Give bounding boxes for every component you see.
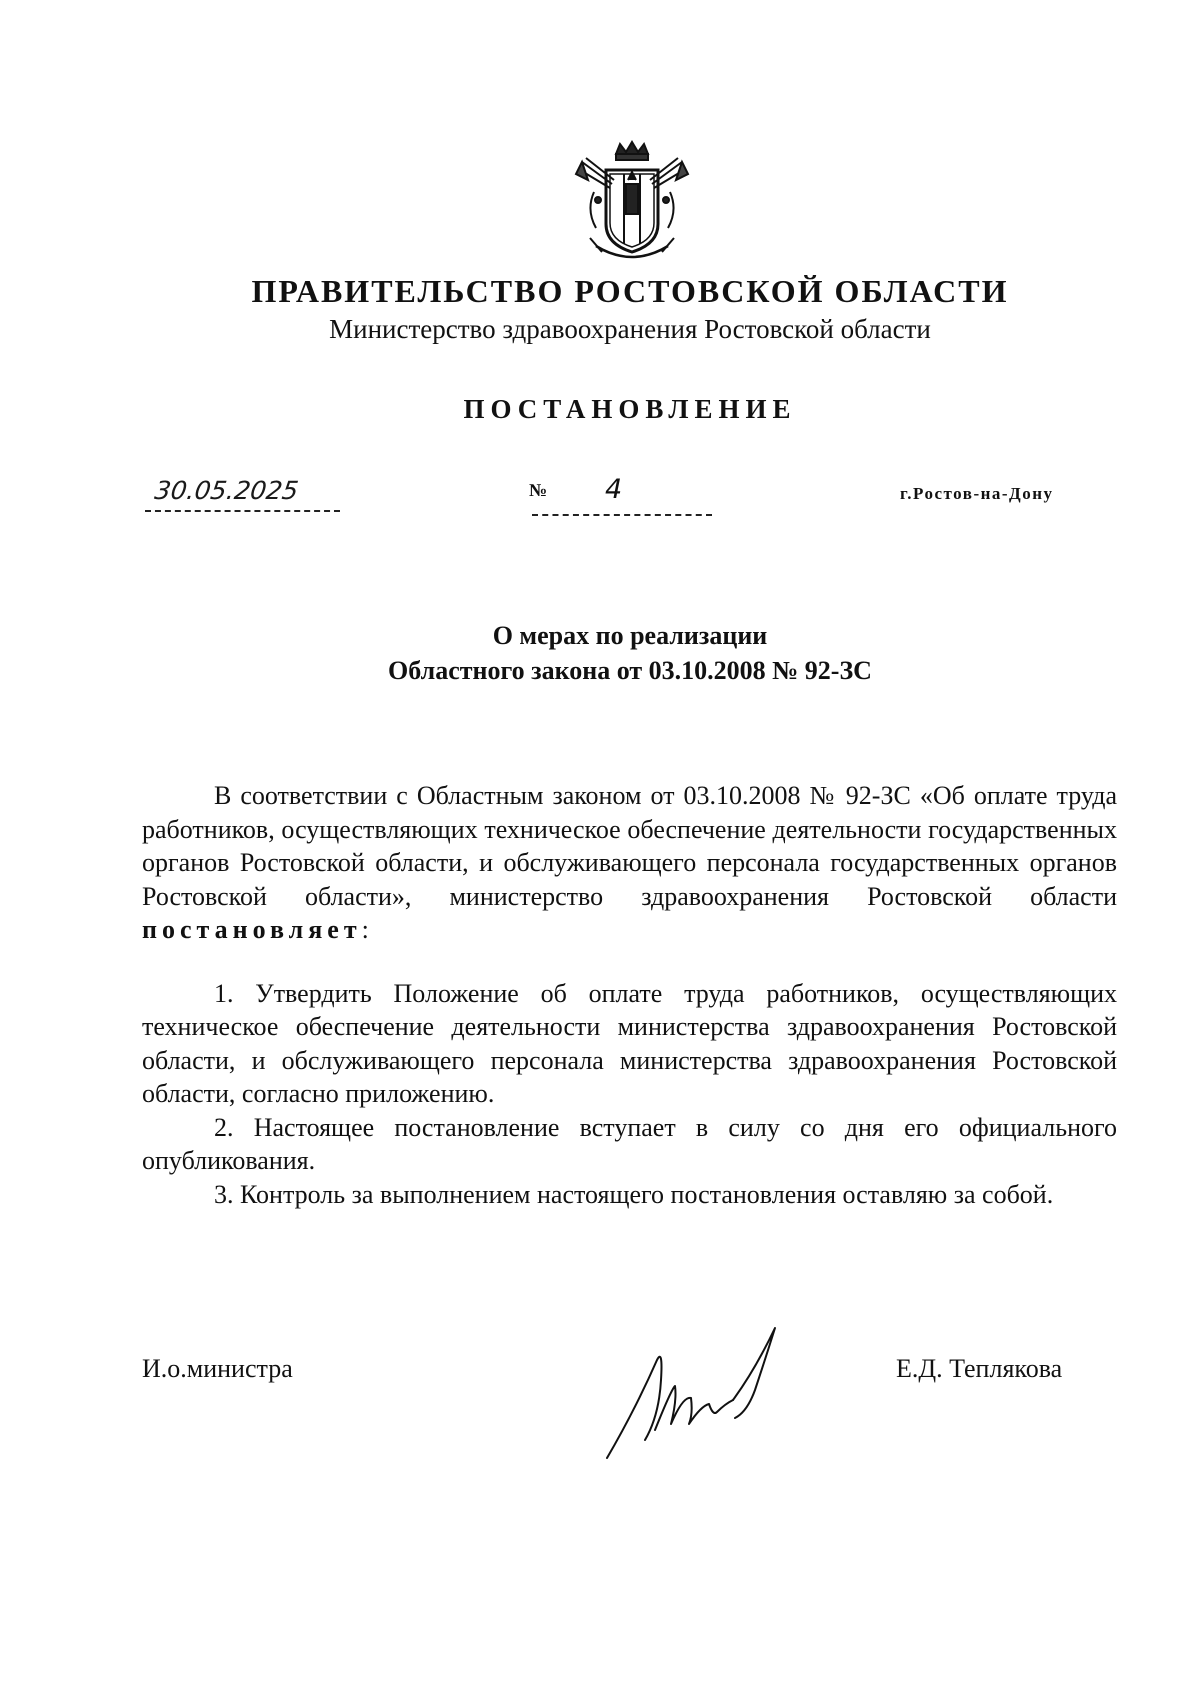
preamble-paragraph (142, 779, 1117, 947)
preamble-text: В соответствии с Областным законом от 03.10.2008 № 92-ЗС «Об оплате труда работников, осуществляющих техническое обеспечение деятельности государственных органов Ростовской области, и обслуживающего персонала государственных органов Ростовской области», министерство здравоохранения Ростовской области (142, 781, 1117, 911)
document-subject (0, 618, 1200, 688)
date-underline (145, 510, 340, 512)
number-value: 4 (605, 474, 623, 505)
date-field (145, 476, 340, 512)
number-underline (532, 514, 712, 516)
government-title: ПРАВИТЕЛЬСТВО РОСТОВСКОЙ ОБЛАСТИ (251, 273, 1009, 309)
decrees-word: постановляет (142, 915, 362, 944)
item-paragraph-1: 1. Утвердить Положение об оплате труда работников, осуществляющих техническое обеспечение деятельности министерства здравоохранения Ростовской области, и обслуживающего персонала министерства здравоохранения Ростовской области, согласно приложению. (142, 978, 1117, 1108)
subject-line-2: Областного закона от 03.10.2008 № 92-ЗС (388, 656, 872, 685)
item-paragraph-2: 2. Настоящее постановление вступает в силу со дня его официального опубликования. (142, 1112, 1117, 1175)
handwritten-signature (605, 1320, 795, 1460)
number-sign: № (529, 480, 548, 500)
number-field (532, 474, 712, 516)
subject-line-1: О мерах по реализации (492, 621, 768, 650)
signatory-name: Е.Д. Теплякова (896, 1354, 1063, 1383)
date-value: 30.05.2025 (152, 476, 301, 505)
ministry-name: Министерство здравоохранения Ростовской области (329, 314, 931, 344)
city-name: г.Ростов-на-Дону (900, 484, 1054, 503)
item-paragraph-3: 3. Контроль за выполнением настоящего постановления оставляю за собой. (214, 1179, 1054, 1209)
document-body (142, 779, 1117, 1211)
rostov-oblast-coat-of-arms-icon (572, 140, 692, 270)
signatory-title: И.о.министра (142, 1354, 293, 1383)
document-type: ПОСТАНОВЛЕНИЕ (463, 394, 797, 424)
decrees-punct: : (361, 915, 369, 944)
